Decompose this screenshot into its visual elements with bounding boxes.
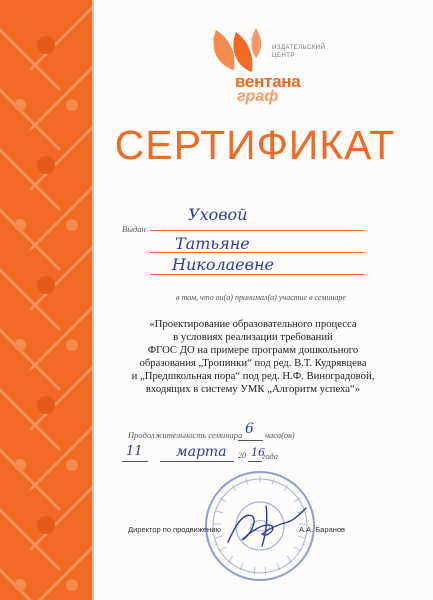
decorative-band [0, 0, 92, 600]
seminar-title [112, 318, 394, 396]
date-day: 11 [126, 444, 143, 459]
brand-name-line1: вентана [235, 72, 301, 91]
recipient-line-1 [150, 230, 364, 231]
brand-name-line2: граф [237, 88, 279, 105]
recipient-first-name: Татьяне [175, 234, 250, 253]
publisher-caption-line2: ЦЕНТР [272, 53, 295, 59]
seminar-line: входящих в систему УМК „Алгоритм успеха“» [145, 383, 361, 395]
band-pattern [0, 0, 92, 600]
issued-label: Выдан [122, 224, 146, 234]
duration-label: Продолжительность семинара [128, 430, 243, 440]
recipient-patronymic: Николаевне [172, 255, 274, 274]
date-year-suffix: 16 [251, 446, 265, 459]
seminar-line: в условиях реализации требований [173, 331, 333, 343]
date-day-underline [122, 461, 148, 462]
recipient-line-3 [150, 274, 364, 275]
seminar-line: «Проектирование образовательного процесса [149, 318, 357, 330]
seminar-line: и „Предшкольная пора“ под ред. Н.Ф. Виноградовой, [131, 370, 375, 382]
signatory-name: А.А. Баранов [299, 525, 345, 534]
date-year-underline [248, 461, 262, 462]
signature-icon [222, 494, 312, 554]
seminar-line: ФГОС ДО на примере программ дошкольного [147, 344, 359, 356]
seminar-line: образования „Тропинки“ под ред. В.Т. Кудрявцева [139, 357, 367, 369]
band-edge [92, 0, 94, 600]
date-month: марта [176, 444, 227, 460]
recipient-surname: Уховой [188, 205, 248, 224]
date-year-prefix: 20 [238, 451, 246, 460]
date-year-word: года [262, 451, 279, 461]
certificate-title: СЕРТИФИКАТ [114, 122, 396, 168]
duration-value: 6 [245, 421, 254, 437]
signatory-position: Директор по продвижению [128, 525, 222, 534]
duration-underline [238, 440, 263, 441]
duration-unit: часа(ов) [265, 430, 295, 440]
date-month-underline [160, 461, 234, 462]
participation-text: в том, что он(а) принимал(а) участие в семинаре [176, 293, 346, 302]
publisher-caption-line1: ИЗДАТЕЛЬСКИЙ [272, 45, 326, 51]
